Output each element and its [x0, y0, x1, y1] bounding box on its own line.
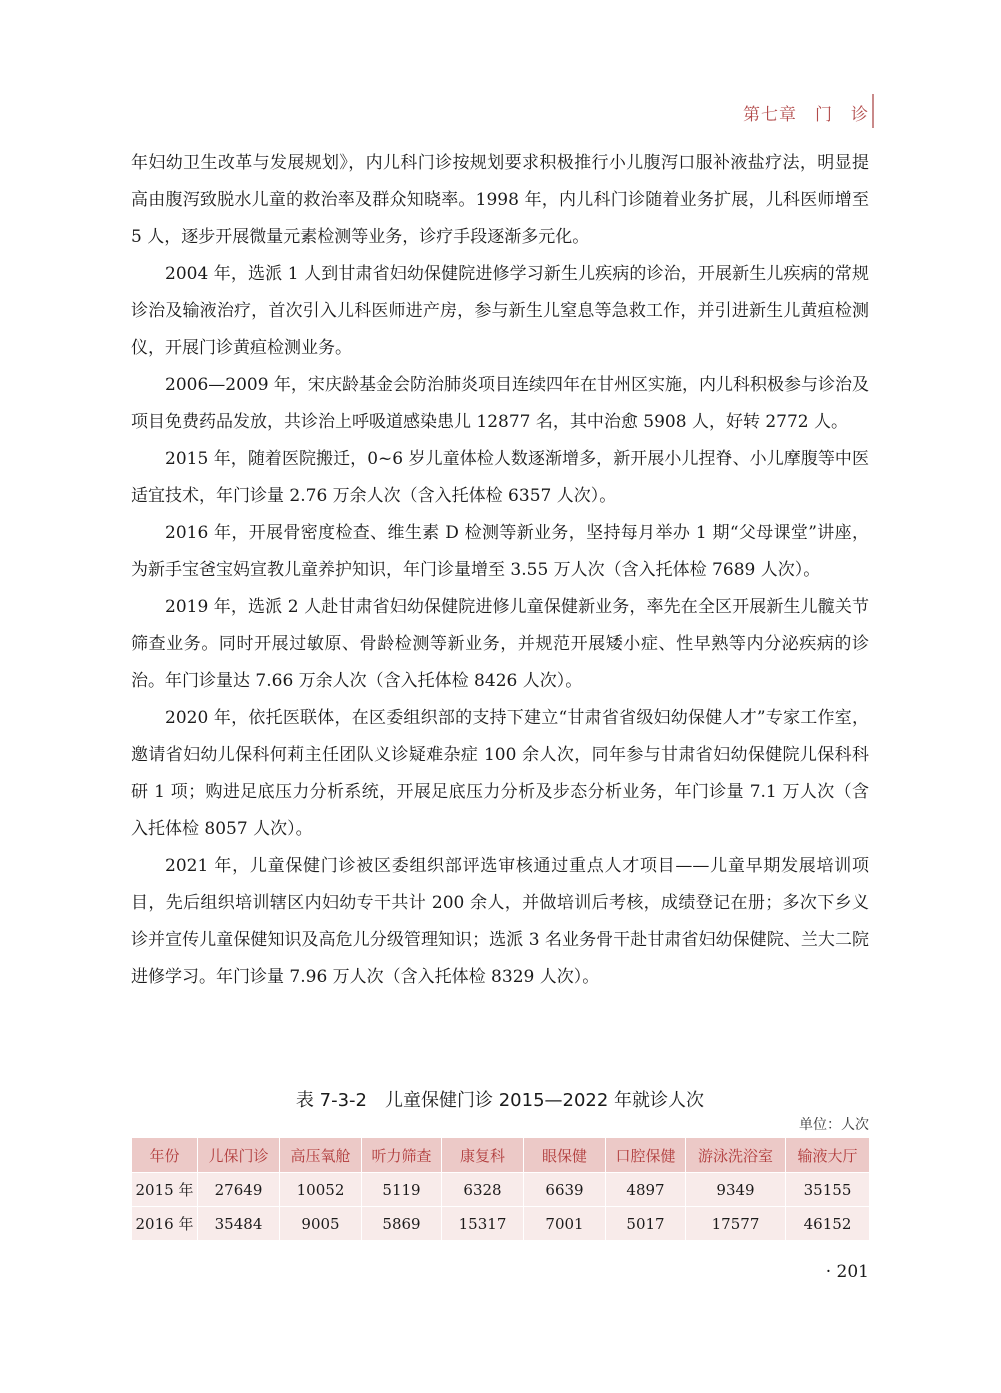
paragraph-2016: 2016 年，开展骨密度检查、维生素 D 检测等新业务，坚持每月举办 1 期“父母课堂”讲座，为新手宝爸宝妈宣教儿童养护知识，年门诊量增至 3.55 万人次（含入托体检 7689 人次）。 [131, 523, 869, 580]
header-cell-hearing: 听力筛查 [362, 1138, 442, 1173]
table-cell: 2015 年 [132, 1173, 198, 1207]
page-number: · 201 [825, 1262, 869, 1282]
table-cell: 35155 [786, 1173, 870, 1207]
table-cell: 15317 [442, 1207, 524, 1241]
table-cell: 27649 [198, 1173, 280, 1207]
table-row [132, 1173, 870, 1207]
table-cell: 9349 [686, 1173, 786, 1207]
header-cell-child-health: 儿保门诊 [198, 1138, 280, 1173]
table-header-row [132, 1138, 870, 1173]
table-cell: 35484 [198, 1207, 280, 1241]
header-cell-hyperbaric: 高压氧舱 [280, 1138, 362, 1173]
table-unit-note: 单位：人次 [799, 1117, 869, 1133]
table-cell: 5017 [606, 1207, 686, 1241]
table-cell: 6639 [524, 1173, 606, 1207]
paragraph-2020: 2020 年，依托医联体，在区委组织部的支持下建立“甘肃省省级妇幼保健人才”专家工作室，邀请省妇幼儿保科何莉主任团队义诊疑难杂症 100 余人次，同年参与甘肃省妇幼保健院儿保科科研 1 项；购进足底压力分析系统，开展足底压力分析及步态分析业务，年门诊量 7.1 万人次（含入托体检 8057 人次）。 [131, 708, 869, 839]
table-caption: 表 7-3-2 儿童保健门诊 2015—2022 年就诊人次 [295, 1090, 705, 1111]
table-cell: 7001 [524, 1207, 606, 1241]
table-cell: 17577 [686, 1207, 786, 1241]
table-cell: 4897 [606, 1173, 686, 1207]
paragraph-2015: 2015 年，随着医院搬迁，0~6 岁儿童体检人数逐渐增多，新开展小儿捏脊、小儿摩腹等中医适宜技术，年门诊量 2.76 万余人次（含入托体检 6357 人次）。 [131, 449, 869, 506]
table-cell: 5869 [362, 1207, 442, 1241]
table-row [132, 1207, 870, 1241]
table-cell: 6328 [442, 1173, 524, 1207]
running-head-rule [872, 94, 874, 128]
header-cell-eye: 眼保健 [524, 1138, 606, 1173]
paragraph-2021: 2021 年，儿童保健门诊被区委组织部评选审核通过重点人才项目——儿童早期发展培训项目，先后组织培训辖区内妇幼专干共计 200 余人，并做培训后考核，成绩登记在册；多次下乡义诊并宣传儿童保健知识及高危儿分级管理知识；选派 3 名业务骨干赴甘肃省妇幼保健院、兰大二院进修学习。年门诊量 7.96 万人次（含入托体检 8329 人次）。 [131, 856, 869, 987]
table-cell: 2016 年 [132, 1207, 198, 1241]
body-text [131, 145, 869, 996]
table-cell: 5119 [362, 1173, 442, 1207]
running-head: 第七章 门 诊 [743, 105, 869, 125]
header-cell-year: 年份 [132, 1138, 198, 1173]
visits-table [131, 1137, 870, 1241]
paragraph-2019: 2019 年，选派 2 人赴甘肃省妇幼保健院进修儿童保健新业务，率先在全区开展新生儿髋关节筛查业务。同时开展过敏原、骨龄检测等新业务，并规范开展矮小症、性早熟等内分泌疾病的诊治。年门诊量达 7.66 万余人次（含入托体检 8426 人次）。 [131, 597, 869, 691]
table-cell: 9005 [280, 1207, 362, 1241]
paragraph-2006-2009: 2006—2009 年，宋庆龄基金会防治肺炎项目连续四年在甘州区实施，内儿科积极参与诊治及项目免费药品发放，共诊治上呼吸道感染患儿 12877 名，其中治愈 5908 人，好转 2772 人。 [131, 375, 869, 432]
paragraph-continuation: 年妇幼卫生改革与发展规划》，内儿科门诊按规划要求积极推行小儿腹泻口服补液盐疗法，明显提高由腹泻致脱水儿童的救治率及群众知晓率。1998 年，内儿科门诊随着业务扩展，儿科医师增至 5 人，逐步开展微量元素检测等业务，诊疗手段逐渐多元化。 [131, 153, 869, 247]
table-cell: 46152 [786, 1207, 870, 1241]
header-cell-infusion: 输液大厅 [786, 1138, 870, 1173]
header-cell-dental: 口腔保健 [606, 1138, 686, 1173]
header-cell-rehab: 康复科 [442, 1138, 524, 1173]
header-cell-swimming: 游泳洗浴室 [686, 1138, 786, 1173]
paragraph-2004: 2004 年，选派 1 人到甘肃省妇幼保健院进修学习新生儿疾病的诊治，开展新生儿疾病的常规诊治及输液治疗，首次引入儿科医师进产房，参与新生儿窒息等急救工作，并引进新生儿黄疸检测仪，开展门诊黄疸检测业务。 [131, 264, 869, 358]
table-cell: 10052 [280, 1173, 362, 1207]
